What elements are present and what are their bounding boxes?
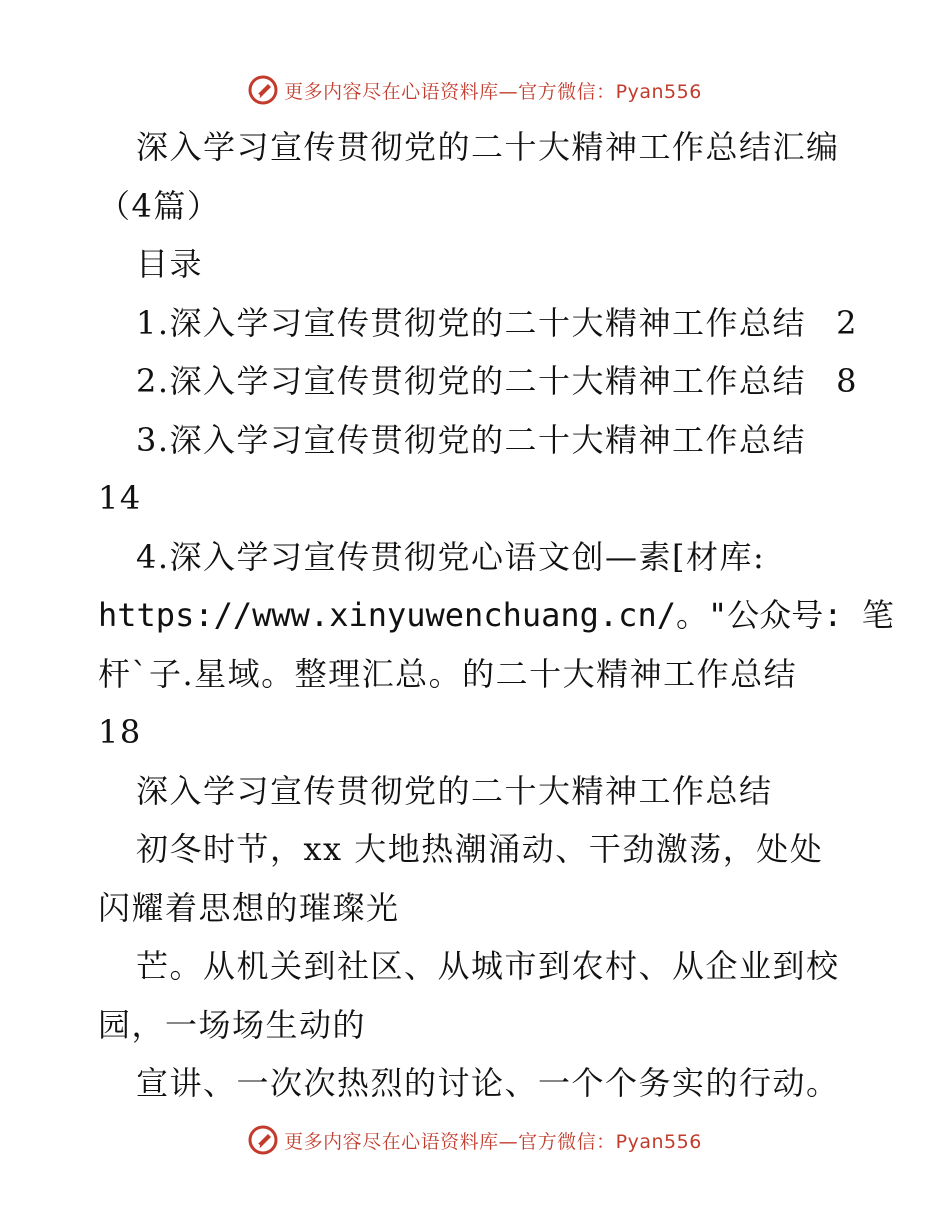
toc-item-1[interactable] xyxy=(98,294,858,353)
toc-item-4-line-2[interactable] xyxy=(98,586,894,645)
document-body xyxy=(98,118,894,1113)
toc-item-4-line-3[interactable]: 杆`子.星域。整理汇总。的二十大精神工作总结 xyxy=(98,654,798,693)
toc-item-text: 3.深入学习宣传贯彻党的二十大精神工作总结 xyxy=(136,420,807,459)
banner-wechat-text: 官方微信：Pyan556 xyxy=(518,1130,702,1153)
logo-icon xyxy=(248,75,278,105)
toc-item-2[interactable] xyxy=(98,352,858,411)
banner-text xyxy=(284,1127,702,1154)
banner-main-text: 更多内容尽在心语资料库— xyxy=(284,80,519,103)
banner-main-text: 更多内容尽在心语资料库— xyxy=(284,1130,519,1153)
toc-item-page: 8 xyxy=(836,362,858,400)
banner-text xyxy=(284,77,702,104)
section-title: 深入学习宣传贯彻党的二十大精神工作总结 xyxy=(136,771,773,810)
toc-heading: 目录 xyxy=(136,245,204,283)
toc-item-4-url-text: https://www.xinyuwenchuang.cn/。"公众号: 笔 xyxy=(98,596,894,634)
paragraph-line-5: 宣讲、一次次热烈的讨论、一个个务实的行动。 xyxy=(136,1064,840,1102)
toc-item-4-page: 18 xyxy=(98,713,142,751)
logo-icon xyxy=(248,1125,278,1155)
doc-title-line-1: 深入学习宣传贯彻党的二十大精神工作总结汇编 xyxy=(136,128,840,166)
toc-item-text: 2.深入学习宣传贯彻党的二十大精神工作总结 xyxy=(136,362,807,400)
paragraph-line-2: 闪耀着思想的璀璨光 xyxy=(98,888,400,927)
paragraph-line-4: 园，一场场生动的 xyxy=(98,1005,367,1044)
paragraph-line-3: 芒。从机关到社区、从城市到农村、从企业到校 xyxy=(136,947,840,985)
banner-wechat-text: 官方微信：Pyan556 xyxy=(518,80,702,103)
doc-title-line-2: （4篇） xyxy=(98,186,221,225)
header-banner xyxy=(0,70,950,110)
paragraph-line-1: 初冬时节，xx 大地热潮涌动、干劲激荡，处处 xyxy=(136,830,824,868)
toc-item-text: 1.深入学习宣传贯彻党的二十大精神工作总结 xyxy=(136,303,807,342)
toc-item-3-page: 14 xyxy=(98,479,142,517)
toc-item-4-line-1[interactable]: 4.深入学习宣传贯彻党心语文创—素[材库: xyxy=(136,537,766,576)
footer-banner xyxy=(0,1120,950,1160)
toc-item-page: 2 xyxy=(836,303,858,342)
toc-item-3[interactable] xyxy=(98,411,858,470)
